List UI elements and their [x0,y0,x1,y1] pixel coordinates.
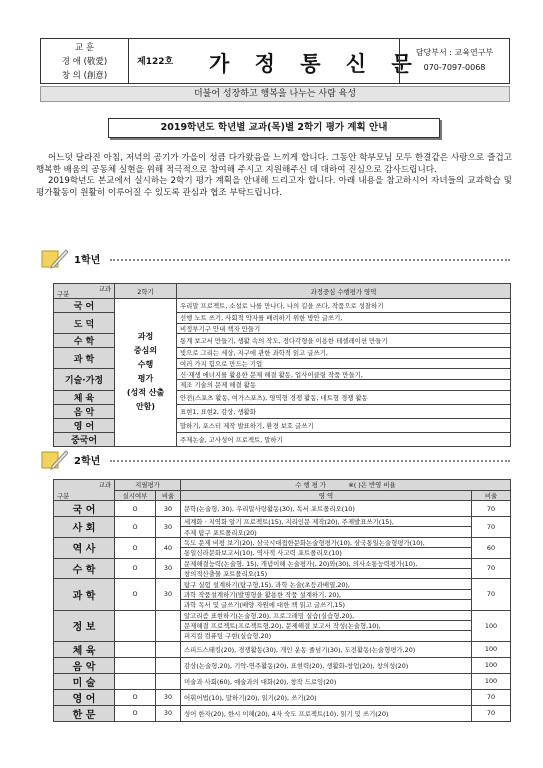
exam-held-cell: O [115,517,156,538]
exam-ratio-cell [156,610,181,641]
exam-held-cell [115,657,156,673]
perf-area-cell: 주제 탐구 포트폴리오(20) [181,527,472,537]
exam-ratio-cell [156,641,181,657]
grade2-title: 2학년 [74,456,101,467]
table-row [54,657,511,673]
corner-bottom-label: 구분 [57,290,70,298]
grade1-title: 1학년 [74,255,101,266]
newsletter-title: 가 정 통 신 문 [209,51,421,76]
area-cell: 비정부기구 안내 책자 만들기 [177,323,511,334]
department-phone: 070-7097-0068 [423,63,486,72]
exam-held-cell: O [115,537,156,558]
subject-cell: 수 학 [54,334,115,348]
table-row [54,517,511,527]
area-cell: 선행 노트 쓰기, 사회적 약자를 배려하기 위한 방안 글쓰기, [177,313,511,324]
subject-cell: 국 어 [54,501,115,517]
table-row [54,689,511,705]
perf-area-cell: 탐구 실험 설계하기(탐구형,15), 과학 논술(초등과배열,20), [181,579,472,589]
merged-label-line: 과정 [137,332,154,342]
motto-label: 교 훈 [74,43,95,53]
table-row [54,501,511,517]
area-cell: 말하기, 포스터 제작 발표하기, 환경 보호 글쓰기 [177,418,511,432]
exam-held-cell: O [115,705,156,721]
subject-cell: 기술·가정 [54,369,115,390]
grade1-corner-cell [54,284,115,299]
perf-area-cell: 미술과 사회(60), 예술과의 대화(20), 창작 드로잉(20) [181,673,472,689]
subject-cell: 체 육 [54,390,115,404]
perf-area-cell: 감상(논술형,20), 기악-연주활동(20), 표현력(20), 생활화-창업(20), 창의성(20) [181,657,472,673]
area-cell: 주제논술, 고사성어 프로젝트, 말하기 [177,432,511,446]
grade2-table [53,479,511,722]
grade2-divider [110,460,510,462]
exam-ratio-cell: 30 [156,579,181,610]
newsletter-header [40,38,510,84]
exam-ratio-cell: 30 [156,517,181,538]
exam-held-cell [115,610,156,641]
subject-cell: 사 회 [54,517,115,538]
merged-label-line: 중심의 [133,346,158,356]
area-cell: 안전(스포츠 활동, 여가스포츠), 영역형 경쟁 활동, 네트형 경쟁 활동 [177,390,511,404]
perf-area-cell: 과학 작품설계하기(발명형을 활용한 작품 설계하기, 20), [181,589,472,599]
subject-cell: 한 문 [54,705,115,721]
perf-ratio-cell: 100 [472,610,511,641]
intro-paragraph-2: 2019학년도 본교에서 실시하는 2학기 평가 계획을 안내해 드리고자 합니다. 아래 내용을 참고하시어 자녀들의 교과학습 및 평가활동이 원활히 이루어질 수 있도록 관심과 협조 부탁드립니다. [36,176,512,198]
school-slogan: 더불어 성장하고 행복을 나누는 사람 육성 [40,86,510,102]
subject-cell: 중국어 [54,432,115,446]
area-cell: 여러 가지 힘으로 만드는 기업 [177,358,511,369]
col-area: 과정중심 수행평가 영역 [177,284,511,299]
table-row [54,641,511,657]
department-name: 담당부서 : 교육연구부 [415,48,494,57]
area-cell: 표현1, 표현2, 감상, 생활화 [177,404,511,418]
motto-line-1: 경 애 (敬愛) [61,57,108,67]
col-exam-ratio: 비율 [156,490,181,501]
perf-area-cell: 스피드스태킹(20), 경쟁활동(30), 개인 운동 줄넘기(30), 도전활동(논술형평가,20) [181,641,472,657]
merged-label-line: 평가 [137,374,154,384]
perf-area-cell: 과학 독서 및 글쓰기(배양 자원에 대한 책 읽고 글쓰기,15) [181,600,472,610]
table-row [54,610,511,620]
perf-ratio-cell: 60 [472,537,511,558]
area-cell: 빛으로 그리는 세상, 지구에 관한 과학적 읽고 글쓰기, [177,348,511,359]
school-motto [41,39,129,83]
perf-ratio-cell: 100 [472,641,511,657]
perf-area-cell: 세계화 · 지역화 알기 프로젝트(15), 지리인문 제작(20), 주제발표쓰기(15), [181,517,472,527]
subject-cell: 과 학 [54,579,115,610]
area-cell: 통계 보고서 만들기, 생활 속의 작도, 정다각형을 이용한 테셀레이션 만들기 [177,334,511,348]
subject-cell: 영 어 [54,689,115,705]
semester-merged-cell [115,299,177,447]
table-row [54,299,511,313]
area-cell: 우리말 프로젝트, 소설로 나를 만나다, 나의 길을 쓰다, 작품으로 성찰하기 [177,299,511,313]
exam-held-cell: O [115,501,156,517]
perf-ratio-cell: 70 [472,579,511,610]
exam-ratio-cell [156,657,181,673]
col-written-exam: 지필평가 [115,480,181,491]
perf-ratio-cell: 100 [472,657,511,673]
exam-held-cell: O [115,579,156,610]
corner-top-label: 교과 [98,285,111,293]
perf-ratio-cell: 70 [472,558,511,579]
perf-area-cell: 문제해결 프로젝트(프로젝트형,20), 문제해결 보고서 작성(논술형,10), [181,620,472,630]
department-info [399,39,509,83]
perf-area-cell: 피지컬 컴퓨팅 구현(실습형,20) [181,631,472,641]
perf-area-cell: 창의적산출물 포트폴리오(15) [181,568,472,578]
perf-area-cell: 독도 문제 비평 보기(20), 삼국시대접한문화논술형평가(10), 삼국통일논술형평가(10), [181,537,472,547]
perf-area-cell: 알고리즘 표현하기(논술형,20), 프로그래밍 실습(실습형,20), [181,610,472,620]
motto-line-2: 창 의 (創意) [61,71,108,81]
perf-ratio-cell: 70 [472,689,511,705]
pencil-note-icon [40,247,68,269]
merged-label-line: 수행 [137,360,154,370]
intro-text [36,153,512,199]
exam-ratio-cell: 30 [156,689,181,705]
exam-ratio-cell: 40 [156,537,181,558]
exam-ratio-cell: 30 [156,501,181,517]
subject-cell: 도 덕 [54,313,115,334]
col-exam-held: 실시여부 [115,490,156,501]
perf-ratio-cell: 100 [472,673,511,689]
table-row [54,579,511,589]
intro-paragraph-1: 어느덧 달라진 아침, 저녁의 공기가 가을이 성큼 다가왔음을 느끼게 합니다. 그동안 학부모님 모두 한결같은 사랑으로 즐겁고 행복한 배움의 공동체 실현을 위해 적극적으로 참여해 주시고 지원해주신 데 대하여 진심으로 감사드립니다. [36,153,512,175]
subject-cell: 역 사 [54,537,115,558]
subject-cell: 미 술 [54,673,115,689]
perf-ratio-cell: 70 [472,501,511,517]
perf-ratio-cell: 70 [472,517,511,538]
merged-label-line: 안함) [135,402,156,412]
perf-area-cell: 문학(논술형, 30), 우리말사랑활동(30), 독서 포트폴리오(10) [181,501,472,517]
exam-held-cell: O [115,689,156,705]
corner-bottom-label: 구분 [57,492,70,500]
col-perf-area: 영 역 [181,490,472,501]
area-cell: 신·재생 에너지를 활용한 문제 해결 활동, 업사이클링 작품 만들기, [177,369,511,380]
subject-cell: 정 보 [54,610,115,641]
grade1-table [53,283,511,447]
subject-cell: 과 학 [54,348,115,369]
perf-area-cell: 통일신라문화보고서(10), 역사적 사고력 포트폴리오(10) [181,548,472,558]
exam-held-cell: O [115,558,156,579]
merged-label-line: (성적 산출 [126,388,165,398]
subject-cell: 체 육 [54,641,115,657]
grade2-corner-cell [54,480,115,501]
exam-ratio-cell: 30 [156,558,181,579]
perf-area-cell: 성어 한자(20), 한시 이해(20), 4자 숙도 프로젝트(10), 읽기 및 쓰기(20) [181,705,472,721]
col-perf-ratio: 비율 [472,490,511,501]
corner-top-label: 교과 [98,481,111,489]
document-title: 2019학년도 학년별 교과(목)별 2학기 평가 계획 안내 [108,118,440,138]
col-semester: 2학기 [115,284,177,299]
exam-held-cell [115,673,156,689]
col-performance: 수 행 평 가 ※( )은 반영 비율 [181,480,511,491]
pencil-note-icon [40,448,68,470]
exam-held-cell [115,641,156,657]
area-cell: 제조 기술의 문제 해결 활동 [177,379,511,390]
table-row [54,705,511,721]
table-row [54,537,511,547]
subject-cell: 음 악 [54,404,115,418]
exam-ratio-cell [156,673,181,689]
perf-ratio-cell: 70 [472,705,511,721]
subject-cell: 수 학 [54,558,115,579]
grade1-divider [110,259,510,261]
table-row [54,673,511,689]
exam-ratio-cell: 30 [156,705,181,721]
subject-cell: 국 어 [54,299,115,313]
table-row [54,558,511,568]
issue-number: 제122호 [137,57,174,67]
subject-cell: 영 어 [54,418,115,432]
subject-cell: 음 악 [54,657,115,673]
perf-area-cell: 문제해결능력(논술형, 15), 개념이해 논술평가(, 20)와(30), 의사소통능력평가(10), [181,558,472,568]
perf-area-cell: 어휘어법(10), 말하기(20), 읽기(20), 쓰기(20) [181,689,472,705]
